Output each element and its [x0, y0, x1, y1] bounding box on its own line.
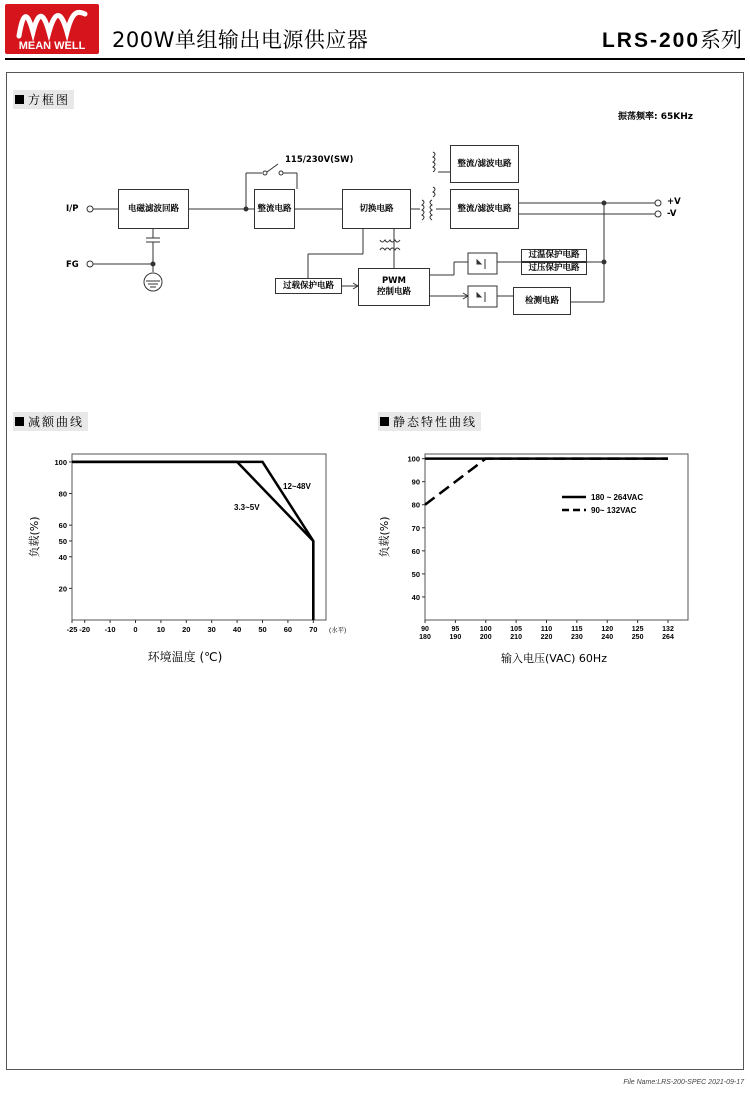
x-tick-label: 20: [182, 625, 191, 634]
x-tick-label-top: 95: [451, 626, 460, 633]
x-tick-label: 40: [232, 625, 242, 634]
y-tick-label: 70: [411, 523, 420, 533]
x-tick-label-top: 105: [510, 626, 522, 633]
y-tick-label: 50: [58, 536, 67, 546]
x-tick-label-bottom: 190: [449, 634, 462, 641]
y-tick-label: 20: [58, 584, 67, 594]
x-axis-title: 输入电压(VAC) 60Hz: [501, 652, 607, 665]
x-tick-label-bottom: 220: [540, 634, 553, 641]
output-neg-label: -V: [667, 209, 677, 219]
detection-block: 检测电路: [513, 287, 571, 315]
x-tick-label-top: 100: [479, 626, 492, 633]
y-tick-label: 60: [411, 546, 420, 556]
series-suffix: 系列: [700, 28, 742, 52]
x-tick-label-bottom: 210: [510, 634, 522, 641]
y-tick-label: 100: [54, 457, 67, 467]
static-title: 静态特性曲线: [378, 412, 481, 431]
y-tick-label: 80: [411, 500, 420, 510]
plot-frame: [72, 454, 326, 620]
oscillation-frequency: 振荡频率: 65KHz: [618, 112, 694, 122]
otp-block: 过温保护电路: [521, 249, 587, 262]
file-name-footer: File Name:LRS-200-SPEC 2021-09-17: [623, 1079, 744, 1086]
switch-label: 115/230V(SW): [285, 155, 354, 165]
legend-label: 90~ 132VAC: [591, 506, 637, 515]
series-model: LRS-200: [601, 29, 700, 52]
emi-filter-block: 电磁滤波回路: [118, 189, 189, 229]
rect-filter-main-block: 整流/滤波电路: [450, 189, 519, 229]
document-title: 200W单组输出电源供应器: [112, 28, 369, 52]
x-tick-label-bottom: 230: [571, 634, 583, 641]
y-tick-label: 40: [58, 552, 67, 562]
y-tick-label: 100: [407, 454, 420, 464]
x-tick-label-bottom: 250: [631, 634, 644, 641]
x-tick-label-top: 90: [421, 626, 429, 633]
derating-chart: [0, 440, 370, 680]
x-tick-label-top: 132: [662, 626, 674, 633]
x-unit-label: (水平): [329, 627, 347, 634]
series-label: 3.3~5V: [234, 503, 260, 512]
x-tick-label-bottom: 200: [479, 634, 492, 641]
x-tick-label: -25: [66, 625, 78, 634]
rect-filter-top-block: 整流/滤波电路: [450, 145, 519, 183]
x-tick-label: 0: [133, 625, 138, 634]
x-tick-label-top: 110: [540, 626, 553, 633]
x-tick-label-bottom: 240: [601, 634, 614, 641]
overload-protection-block: 过载保护电路: [275, 278, 342, 294]
x-tick-label: -10: [104, 625, 116, 634]
x-tick-label-top: 115: [571, 626, 583, 633]
x-tick-label-bottom: 180: [419, 634, 431, 641]
switching-block: 切换电路: [342, 189, 411, 229]
output-pos-label: +V: [667, 197, 681, 207]
input-ip-label: I/P: [66, 204, 79, 214]
x-tick-label-top: 125: [631, 626, 644, 633]
logo-text: MEAN WELL: [18, 40, 86, 52]
x-tick-label: 10: [156, 625, 166, 634]
plot-frame: [425, 454, 688, 620]
series-label: 12~48V: [283, 482, 311, 491]
rectifier-block: 整流电路: [254, 189, 295, 229]
ovp-block: 过压保护电路: [521, 262, 587, 275]
legend-label: 180 ~ 264VAC: [591, 493, 644, 502]
y-tick-label: 50: [411, 569, 420, 579]
series-line-0: [72, 462, 313, 620]
static-chart: [370, 440, 745, 680]
y-axis-title: 负载(%): [378, 516, 391, 558]
y-tick-label: 90: [411, 477, 420, 487]
x-tick-label-bottom: 264: [662, 634, 674, 641]
derating-title: 减额曲线: [13, 412, 88, 431]
y-tick-label: 40: [411, 592, 420, 602]
input-fg-label: FG: [66, 260, 79, 270]
x-tick-label: 30: [207, 625, 216, 634]
x-axis-title: 环境温度 (℃): [147, 650, 223, 664]
y-tick-label: 60: [58, 521, 67, 531]
x-tick-label: 50: [258, 625, 267, 634]
square-bullet-icon: [380, 417, 389, 426]
block-diagram-title: 方框图: [13, 90, 74, 109]
x-tick-label-top: 120: [601, 626, 614, 633]
x-tick-label: 70: [309, 625, 318, 634]
y-tick-label: 80: [58, 489, 67, 499]
x-tick-label: 60: [283, 625, 293, 634]
y-axis-title: 负载(%): [28, 516, 41, 558]
square-bullet-icon: [15, 417, 24, 426]
x-tick-label: -20: [79, 625, 91, 634]
pwm-control-block: PWM 控制电路: [358, 268, 430, 306]
